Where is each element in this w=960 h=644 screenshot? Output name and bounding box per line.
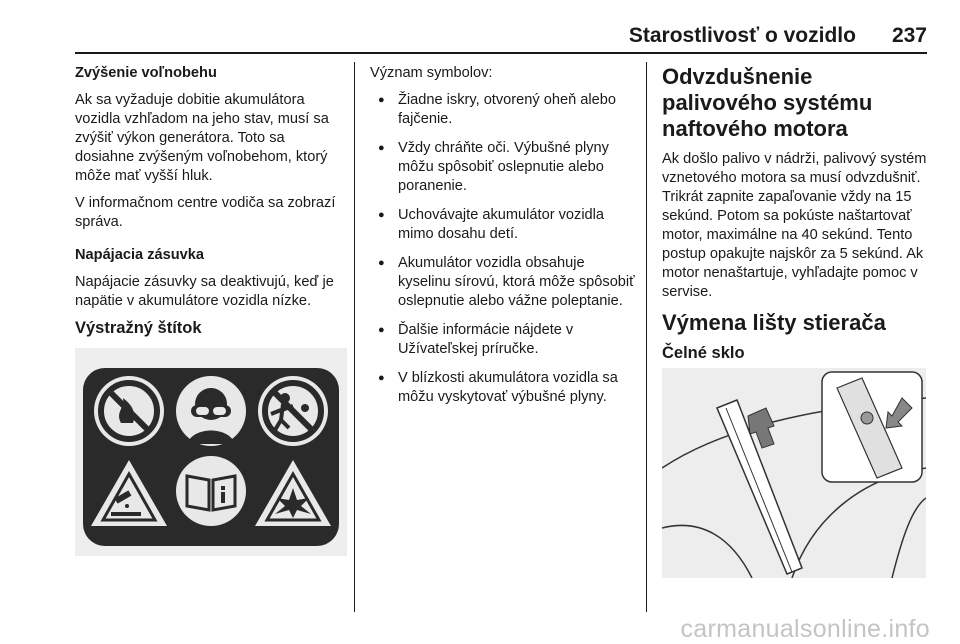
header-rule	[75, 52, 927, 54]
wiper-figure	[662, 368, 926, 578]
paragraph: Napájacie zásuvky sa deaktivujú, keď je napätie v akumulátore vozidla nízke.	[75, 274, 334, 309]
section-heading: Odvzdušnenie palivového systému naftového motora	[662, 64, 873, 141]
list-item: ● Akumulátor vozidla obsahuje kyselinu sírovú, ktorá môže spôsobiť oslepnutie alebo vážne poleptanie.	[370, 254, 640, 311]
list-item: ● V blízkosti akumulátora vozidla sa môžu vyskytovať výbušné plyny.	[370, 369, 640, 407]
section-heading: Napájacia zásuvka	[75, 247, 204, 263]
section-heading: Výstražný štítok	[75, 319, 202, 337]
page-number: 237	[891, 24, 927, 47]
section-subheading: Čelné sklo	[662, 344, 745, 362]
page-header-title: Starostlivosť o vozidlo	[628, 24, 856, 47]
paragraph: Ak došlo palivo v nádrži, palivový systém vznetového motora sa musí odvzdušniť. Trikrát zapnite zapaľovanie vždy na 15 sekúnd. Potom sa pokúste naštartovať motor, maximálne na 40 sekúnd. Tento postup opakujte najskôr za 5 sekúnd. Ak motor nenaštartuje, vyhľadajte pomoc v servise.	[662, 151, 927, 300]
eye-protection-icon	[176, 376, 246, 446]
list-item: ● Ďalšie informácie nájdete v Užívateľskej príručke.	[370, 321, 640, 359]
paragraph: V informačnom centre vodiča sa zobrazí správa.	[75, 195, 336, 230]
section-heading: Zvýšenie voľnobehu	[75, 65, 217, 81]
paragraph: Ak sa vyžaduje dobitie akumulátora vozidla vzhľadom na jeho stav, musí sa zvýšiť výkon generátora. Toto sa dosiahne zvýšeným voľnobehom, ktorý môže mať vyšší hluk.	[75, 92, 329, 184]
warning-label-graphic	[75, 348, 347, 556]
page-header	[75, 24, 927, 52]
column-middle	[370, 64, 640, 417]
column-left	[75, 64, 347, 346]
wiper-graphic	[662, 368, 926, 578]
column-right	[662, 64, 932, 371]
list-item: ● Žiadne iskry, otvorený oheň alebo fajčenie.	[370, 91, 640, 129]
column-divider	[646, 62, 647, 612]
watermark: carmanualsonline.info	[680, 615, 930, 643]
list-item: ● Vždy chráňte oči. Výbušné plyny môžu spôsobiť oslepnutie alebo poranenie.	[370, 139, 640, 196]
warning-label-figure	[75, 348, 347, 556]
manual-book-icon	[176, 456, 246, 526]
section-heading: Výmena lišty stierača	[662, 310, 886, 335]
list-item: ● Uchovávajte akumulátor vozidla mimo dosahu detí.	[370, 206, 640, 244]
symbol-list	[370, 91, 640, 407]
wiper-detail-inset	[822, 372, 922, 482]
keep-children-away-icon	[258, 376, 328, 446]
column-divider	[354, 62, 355, 612]
symbol-list-intro: Význam symbolov:	[370, 65, 493, 81]
no-fire-icon	[94, 376, 164, 446]
